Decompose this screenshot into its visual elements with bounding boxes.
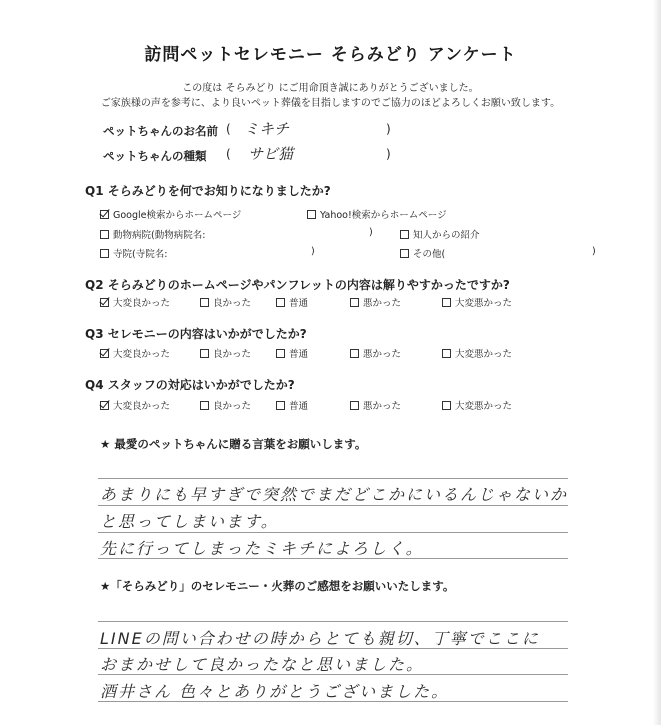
pet-type-label: ペットちゃんの種類: [103, 149, 207, 163]
q4-option-label: 普通: [289, 401, 309, 412]
q1-option-label: 動物病院(動物病院名:: [113, 230, 206, 241]
q4-option-bad[interactable]: [350, 398, 401, 412]
ruled-line: [98, 505, 568, 506]
message-line-2[interactable]: と思ってしまいます。: [100, 512, 279, 531]
checkbox[interactable]: [442, 401, 451, 410]
checkbox[interactable]: [442, 298, 451, 307]
q2-option-label: 悪かった: [363, 298, 402, 309]
q4-question: Q4 スタッフの対応はいかがでしたか?: [85, 378, 295, 392]
pet-name-value[interactable]: ミキチ: [244, 120, 290, 138]
checkbox[interactable]: [100, 230, 109, 239]
q2-option-label: 大変悪かった: [455, 298, 513, 309]
q1-option-vet[interactable]: [100, 227, 205, 241]
pet-type-open-paren: (: [226, 147, 231, 161]
pet-type-value[interactable]: サビ猫: [248, 145, 294, 163]
q4-option-label: 大変良かった: [113, 401, 171, 412]
checkbox[interactable]: [350, 401, 359, 410]
q1-option-referral[interactable]: [400, 227, 480, 241]
checkbox[interactable]: [350, 349, 359, 358]
q1-option-temple-close: ): [311, 246, 315, 257]
checkbox[interactable]: [350, 298, 359, 307]
q1-option-label: 知人からの紹介: [413, 230, 480, 241]
checkbox[interactable]: [400, 249, 409, 258]
q1-option-google[interactable]: [100, 207, 241, 221]
q4-option-very-good[interactable]: [100, 398, 170, 412]
impression-line-3[interactable]: 酒井さん 色々とありがとうございました。: [100, 682, 450, 701]
q3-question: Q3 セレモニーの内容はいかがでしたか?: [85, 327, 307, 341]
q2-option-very-bad[interactable]: [442, 295, 512, 309]
q3-option-good[interactable]: [200, 346, 251, 360]
impression-line-2[interactable]: おまかせして良かったなと思いました。: [100, 655, 425, 674]
pet-name-open-paren: (: [226, 122, 231, 136]
intro-line-1: この度は そらみどり にご用命頂き誠にありがとうございました。: [182, 83, 479, 94]
q1-question: Q1 そらみどりを何でお知りになりましたか?: [85, 184, 331, 198]
q4-option-good[interactable]: [200, 398, 251, 412]
q2-option-label: 普通: [289, 298, 309, 309]
q1-option-label: Yahoo!検索からホームページ: [320, 210, 447, 221]
q2-question: Q2 そらみどりのホームページやパンフレットの内容は解りやすかったですか?: [85, 278, 510, 292]
checkbox[interactable]: [200, 401, 209, 410]
q4-option-very-bad[interactable]: [442, 398, 512, 412]
impression-line-1[interactable]: LINEの問い合わせの時からとても親切、丁寧でここに: [100, 629, 540, 648]
impression-heading: ★「そらみどり」のセレモニー・火葬のご感想をお願いいたします。: [100, 579, 455, 593]
q1-option-yahoo[interactable]: [307, 207, 447, 221]
checkbox-checked[interactable]: [100, 349, 109, 358]
q2-option-label: 良かった: [213, 298, 252, 309]
q3-option-label: 大変良かった: [113, 349, 171, 360]
checkbox[interactable]: [200, 298, 209, 307]
q2-option-label: 大変良かった: [113, 298, 171, 309]
message-line-3[interactable]: 先に行ってしまったミキチによろしく。: [100, 539, 424, 558]
q1-option-other[interactable]: [400, 246, 445, 260]
checkbox[interactable]: [442, 349, 451, 358]
message-heading: ★ 最愛のペットちゃんに贈る言葉をお願いします。: [100, 437, 367, 451]
checkbox[interactable]: [100, 249, 109, 258]
q3-option-very-bad[interactable]: [442, 346, 512, 360]
q2-option-average[interactable]: [276, 295, 308, 309]
page-title: 訪問ペットセレモニー そらみどり アンケート: [144, 45, 517, 65]
q3-option-label: 普通: [289, 349, 309, 360]
q4-option-label: 大変悪かった: [455, 401, 513, 412]
pet-name-close-paren: ): [386, 122, 391, 136]
q3-option-average[interactable]: [276, 346, 308, 360]
q1-option-vet-close: ): [369, 227, 373, 238]
q1-option-label: その他(: [413, 249, 446, 260]
q3-option-label: 大変悪かった: [455, 349, 513, 360]
q3-option-label: 悪かった: [363, 349, 402, 360]
pet-type-close-paren: ): [386, 147, 391, 161]
checkbox[interactable]: [276, 298, 285, 307]
checkbox[interactable]: [307, 210, 316, 219]
q4-option-label: 良かった: [213, 401, 252, 412]
q2-option-bad[interactable]: [350, 295, 401, 309]
q2-option-good[interactable]: [200, 295, 251, 309]
ruled-line: [98, 532, 568, 533]
checkbox-checked[interactable]: [100, 210, 109, 219]
q1-option-temple[interactable]: [100, 246, 167, 260]
q1-option-label: 寺院(寺院名:: [113, 249, 168, 260]
intro-line-2: ご家族様の声を参考に、より良いペット葬儀を目指しますのでご協力のほどよろしくお願い致します。: [100, 98, 561, 109]
q2-option-very-good[interactable]: [100, 295, 170, 309]
checkbox[interactable]: [276, 349, 285, 358]
checkbox[interactable]: [200, 349, 209, 358]
q3-option-label: 良かった: [213, 349, 252, 360]
checkbox[interactable]: [276, 401, 285, 410]
q1-option-label: Google検索からホームページ: [113, 210, 242, 221]
checkbox-checked[interactable]: [100, 298, 109, 307]
ruled-line: [98, 621, 568, 622]
q4-option-label: 悪かった: [363, 401, 402, 412]
page-edge-shadow: [653, 0, 661, 725]
q4-option-average[interactable]: [276, 398, 308, 412]
ruled-line: [98, 478, 568, 479]
checkbox-checked[interactable]: [100, 401, 109, 410]
q3-option-very-good[interactable]: [100, 346, 170, 360]
message-line-1[interactable]: あまりにも早すぎで突然でまだどこかにいるんじゃないか: [100, 485, 569, 504]
q1-option-other-close: ): [592, 246, 596, 257]
checkbox[interactable]: [400, 230, 409, 239]
pet-name-label: ペットちゃんのお名前: [103, 124, 218, 138]
q3-option-bad[interactable]: [350, 346, 401, 360]
